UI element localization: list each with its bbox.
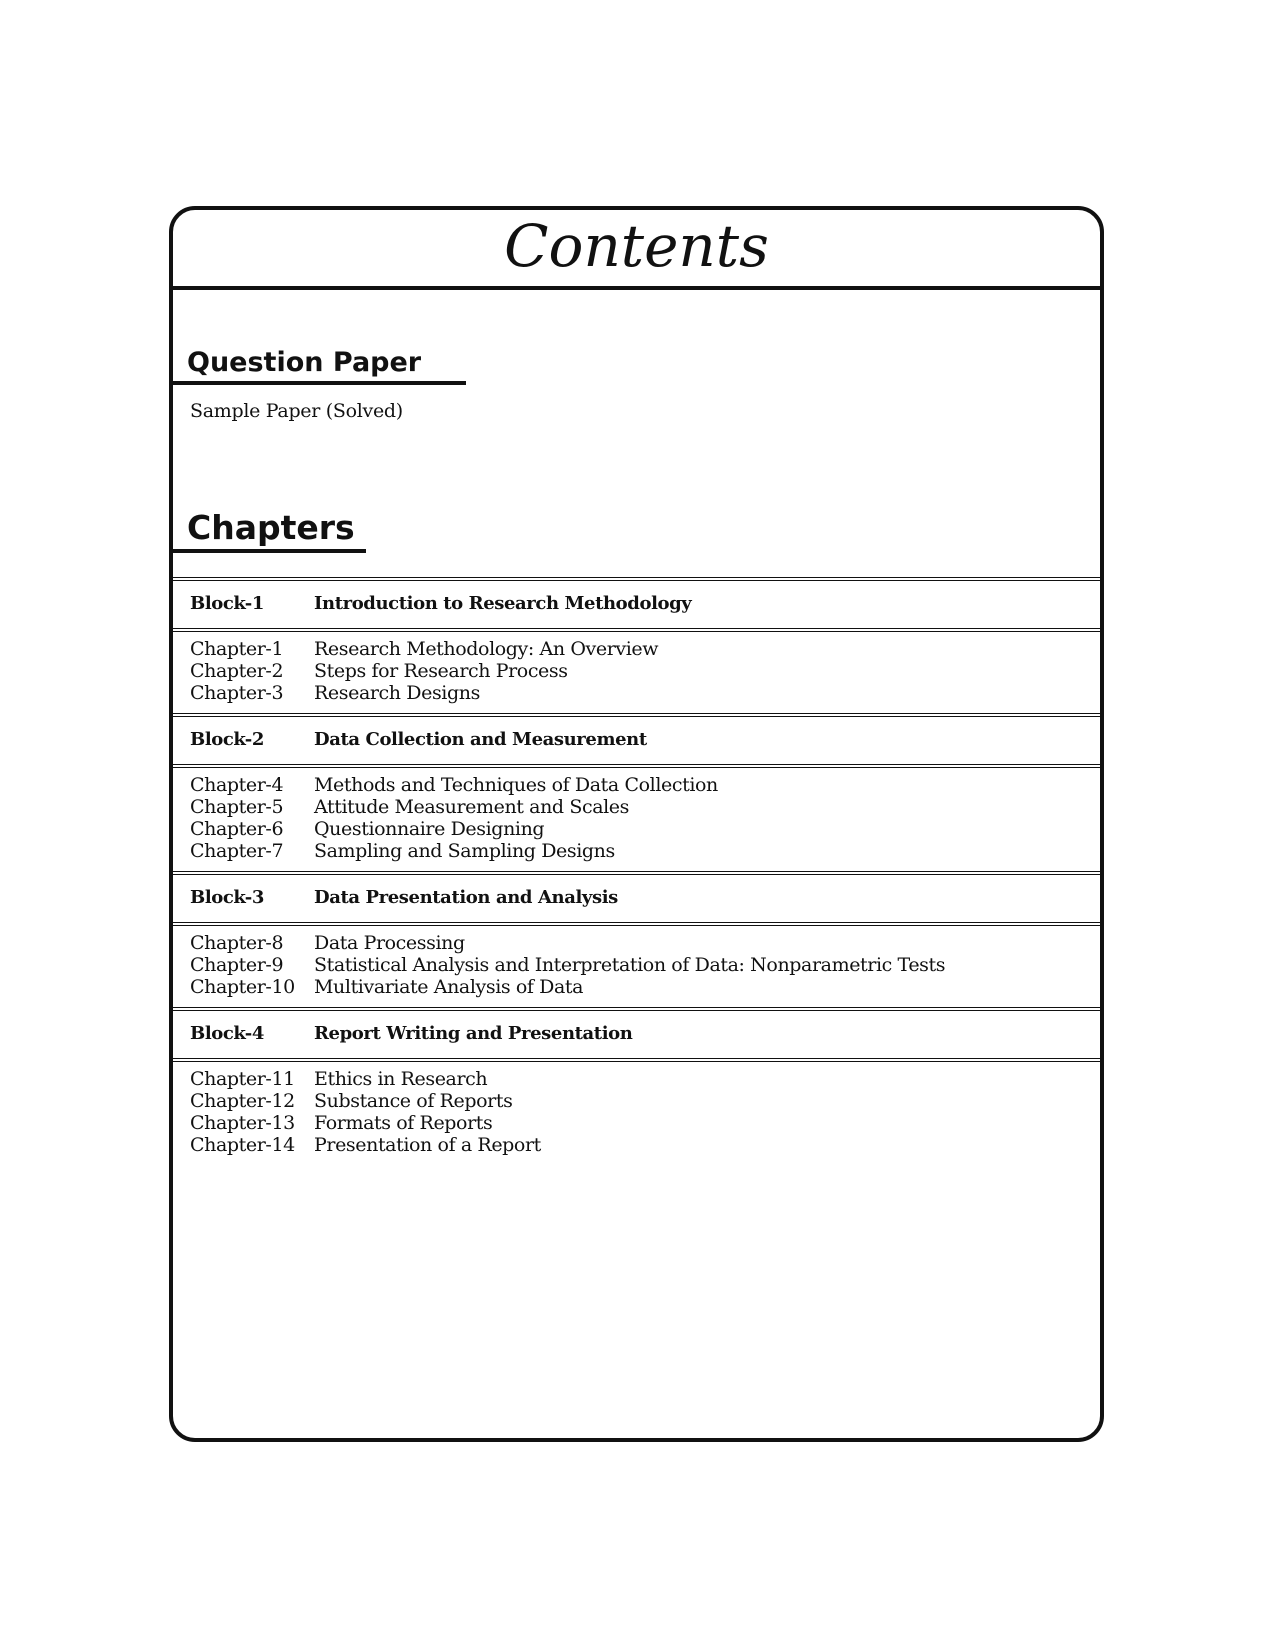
chapter-label: Chapter-2 [190, 660, 284, 682]
block-label: Block-2 [190, 729, 264, 750]
chapter-label: Chapter-10 [190, 976, 295, 998]
chapter-entry[interactable] [173, 1112, 1100, 1134]
chapter-entry[interactable] [173, 682, 1100, 704]
block-label: Block-4 [190, 1023, 264, 1044]
chapter-label: Chapter-14 [190, 1134, 295, 1156]
chapters-heading: Chapters [173, 507, 366, 553]
chapter-entry[interactable] [173, 976, 1100, 998]
chapter-label: Chapter-5 [190, 796, 284, 818]
chapter-label: Chapter-11 [190, 1068, 295, 1090]
chapter-entry[interactable] [173, 818, 1100, 840]
chapter-entry[interactable] [173, 840, 1100, 862]
chapter-label: Chapter-3 [190, 682, 284, 704]
chapter-title: Methods and Techniques of Data Collection [314, 774, 718, 796]
chapter-title: Formats of Reports [314, 1112, 493, 1134]
block-label: Block-3 [190, 887, 264, 908]
chapter-title: Research Designs [314, 682, 480, 704]
chapter-title: Steps for Research Process [314, 660, 568, 682]
chapter-entry[interactable] [173, 1134, 1100, 1156]
block-header[interactable] [173, 1007, 1100, 1062]
title-band [173, 210, 1100, 290]
chapter-list [173, 768, 1100, 871]
block-label: Block-1 [190, 593, 264, 614]
sample-paper-entry[interactable]: Sample Paper (Solved) [190, 400, 403, 422]
chapter-title: Ethics in Research [314, 1068, 488, 1090]
chapter-entry[interactable] [173, 932, 1100, 954]
chapter-label: Chapter-7 [190, 840, 284, 862]
chapter-entry[interactable] [173, 638, 1100, 660]
chapter-entry[interactable] [173, 954, 1100, 976]
block-header[interactable] [173, 713, 1100, 768]
chapter-entry[interactable] [173, 796, 1100, 818]
block-header[interactable] [173, 577, 1100, 632]
chapter-title: Substance of Reports [314, 1090, 513, 1112]
question-paper-heading: Question Paper [173, 345, 466, 385]
block-title: Introduction to Research Methodology [314, 593, 692, 614]
chapter-list [173, 1062, 1100, 1165]
chapter-entry[interactable] [173, 774, 1100, 796]
chapter-label: Chapter-9 [190, 954, 284, 976]
chapter-list [173, 632, 1100, 713]
block-header[interactable] [173, 871, 1100, 926]
chapter-label: Chapter-4 [190, 774, 284, 796]
chapter-title: Data Processing [314, 932, 465, 954]
chapter-title: Statistical Analysis and Interpretation of Data: Nonparametric Tests [314, 954, 946, 976]
chapter-label: Chapter-1 [190, 638, 284, 660]
chapter-title: Questionnaire Designing [314, 818, 545, 840]
chapter-title: Presentation of a Report [314, 1134, 541, 1156]
chapter-title: Sampling and Sampling Designs [314, 840, 615, 862]
chapter-title: Multivariate Analysis of Data [314, 976, 584, 998]
chapter-entry[interactable] [173, 1068, 1100, 1090]
chapter-label: Chapter-13 [190, 1112, 295, 1134]
chapter-label: Chapter-8 [190, 932, 284, 954]
chapter-entry[interactable] [173, 660, 1100, 682]
blocks-list [173, 577, 1100, 1165]
block-title: Report Writing and Presentation [314, 1023, 633, 1044]
chapter-label: Chapter-12 [190, 1090, 295, 1112]
block-title: Data Presentation and Analysis [314, 887, 618, 908]
contents-frame [169, 206, 1104, 1442]
chapter-label: Chapter-6 [190, 818, 284, 840]
page-title: Contents [504, 212, 769, 280]
chapter-list [173, 926, 1100, 1007]
chapter-title: Research Methodology: An Overview [314, 638, 659, 660]
chapter-entry[interactable] [173, 1090, 1100, 1112]
block-title: Data Collection and Measurement [314, 729, 647, 750]
chapter-title: Attitude Measurement and Scales [314, 796, 629, 818]
